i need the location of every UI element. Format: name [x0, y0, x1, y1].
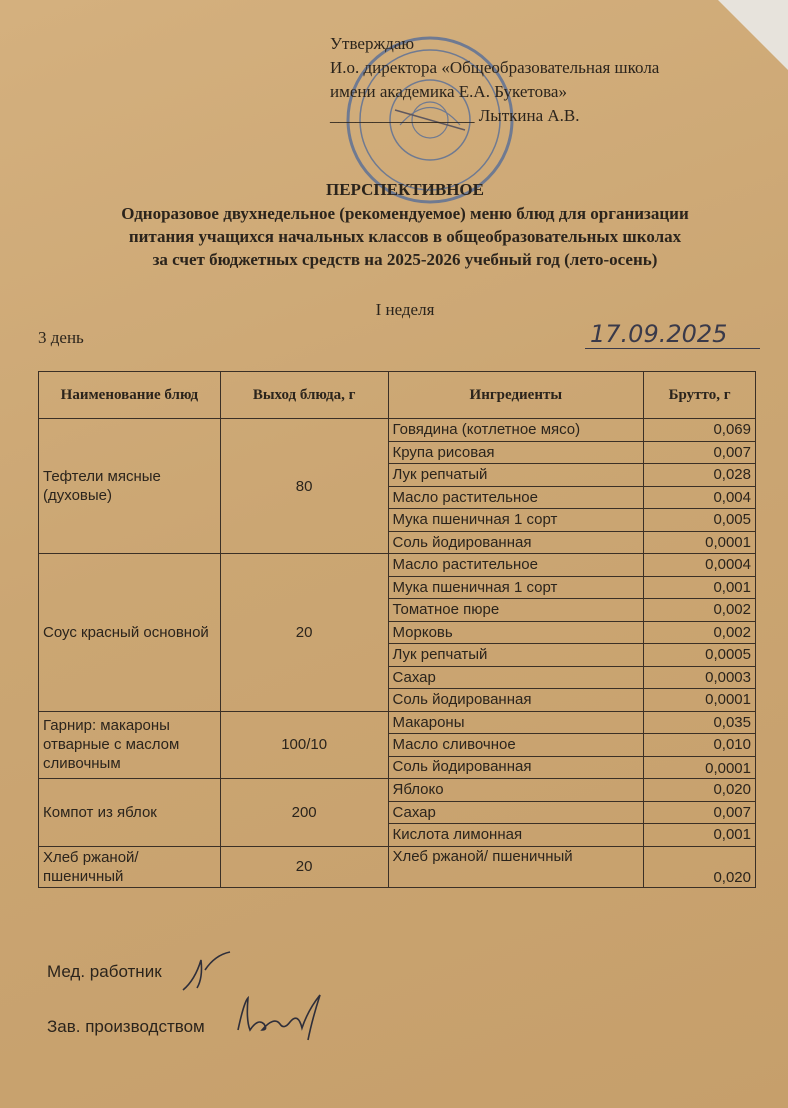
ingredient: Сахар: [388, 666, 644, 689]
dish-name: Соус красный основной: [39, 554, 221, 712]
ingredient: Мука пшеничная 1 сорт: [388, 509, 644, 532]
gross-value: 0,001: [644, 576, 756, 599]
gross-value: 0,020: [644, 846, 756, 887]
header-dish: Наименование блюд: [39, 372, 221, 419]
gross-value: 0,0001: [644, 689, 756, 712]
approval-line-2: И.о. директора «Общеобразовательная школа: [330, 58, 660, 77]
gross-value: 0,035: [644, 711, 756, 734]
ingredient: Кислота лимонная: [388, 824, 644, 847]
header-ingredients: Ингредиенты: [388, 372, 644, 419]
gross-value: 0,0001: [644, 531, 756, 554]
title-line-3: за счет бюджетных средств на 2025-2026 учебный год (лето-осень): [152, 250, 658, 269]
gross-value: 0,069: [644, 419, 756, 442]
table-row: [39, 419, 756, 442]
title-line-1: Одноразовое двухнедельное (рекомендуемое) меню блюд для организации: [121, 204, 689, 223]
table-row: [39, 846, 756, 887]
dish-name: Компот из яблок: [39, 779, 221, 847]
gross-value: 0,002: [644, 599, 756, 622]
dish-yield: 20: [220, 846, 388, 887]
ingredient: Соль йодированная: [388, 689, 644, 712]
gross-value: 0,028: [644, 464, 756, 487]
week-label: I неделя: [375, 300, 435, 319]
gross-value: 0,004: [644, 486, 756, 509]
menu-table: [38, 371, 756, 888]
ingredient: Крупа рисовая: [388, 441, 644, 464]
table-row: [39, 779, 756, 802]
gross-value: 0,001: [644, 824, 756, 847]
date-underline: [585, 348, 760, 349]
ingredient: Мука пшеничная 1 сорт: [388, 576, 644, 599]
ingredient: Соль йодированная: [388, 531, 644, 554]
dish-yield: 100/10: [220, 711, 388, 779]
ingredient: Соль йодированная: [388, 756, 644, 779]
approval-line-1: Утверждаю: [330, 34, 415, 53]
table-row: [39, 711, 756, 734]
ingredient: Макароны: [388, 711, 644, 734]
gross-value: 0,0004: [644, 554, 756, 577]
gross-value: 0,0003: [644, 666, 756, 689]
ingredient: Говядина (котлетное мясо): [388, 419, 644, 442]
ingredient: Томатное пюре: [388, 599, 644, 622]
gross-value: 0,007: [644, 441, 756, 464]
ingredient: Яблоко: [388, 779, 644, 802]
dish-yield: 20: [220, 554, 388, 712]
gross-value: 0,005: [644, 509, 756, 532]
ingredient: Масло сливочное: [388, 734, 644, 757]
gross-value: 0,0005: [644, 644, 756, 667]
gross-value: 0,020: [644, 779, 756, 802]
ingredient: Лук репчатый: [388, 464, 644, 487]
ingredient: Масло растительное: [388, 554, 644, 577]
document-heading: ПЕРСПЕКТИВНОЕ: [325, 180, 484, 199]
document-title: [30, 202, 780, 271]
production-signature: [228, 990, 338, 1045]
ingredient: Лук репчатый: [388, 644, 644, 667]
gross-value: 0,010: [644, 734, 756, 757]
ingredient: Масло растительное: [388, 486, 644, 509]
table-row: [39, 554, 756, 577]
dish-yield: 200: [220, 779, 388, 847]
medical-signature: [175, 950, 245, 995]
approval-line-3: имени академика Е.А. Букетова»: [330, 82, 567, 101]
approval-block: [330, 32, 770, 128]
medical-worker-label: Мед. работник: [47, 962, 162, 981]
table-header-row: [39, 372, 756, 419]
header-yield: Выход блюда, г: [220, 372, 388, 419]
handwritten-date: 17.09.2025: [590, 320, 728, 348]
ingredient: Хлеб ржаной/ пшеничный: [388, 846, 644, 887]
gross-value: 0,007: [644, 801, 756, 824]
day-label: 3 день: [38, 328, 84, 347]
dish-name: Хлеб ржаной/ пшеничный: [39, 846, 221, 887]
dish-yield: 80: [220, 419, 388, 554]
title-line-2: питания учащихся начальных классов в общеобразовательных школах: [128, 227, 682, 246]
dish-name: Гарнир: макароны отварные с маслом сливочным: [39, 711, 221, 779]
approval-line-4: _________________ Лыткина А.В.: [330, 106, 580, 125]
dish-name: Тефтели мясные (духовые): [39, 419, 221, 554]
gross-value: 0,0001: [644, 756, 756, 779]
production-manager-label: Зав. производством: [47, 1017, 205, 1036]
gross-value: 0,002: [644, 621, 756, 644]
ingredient: Морковь: [388, 621, 644, 644]
header-gross: Брутто, г: [644, 372, 756, 419]
ingredient: Сахар: [388, 801, 644, 824]
